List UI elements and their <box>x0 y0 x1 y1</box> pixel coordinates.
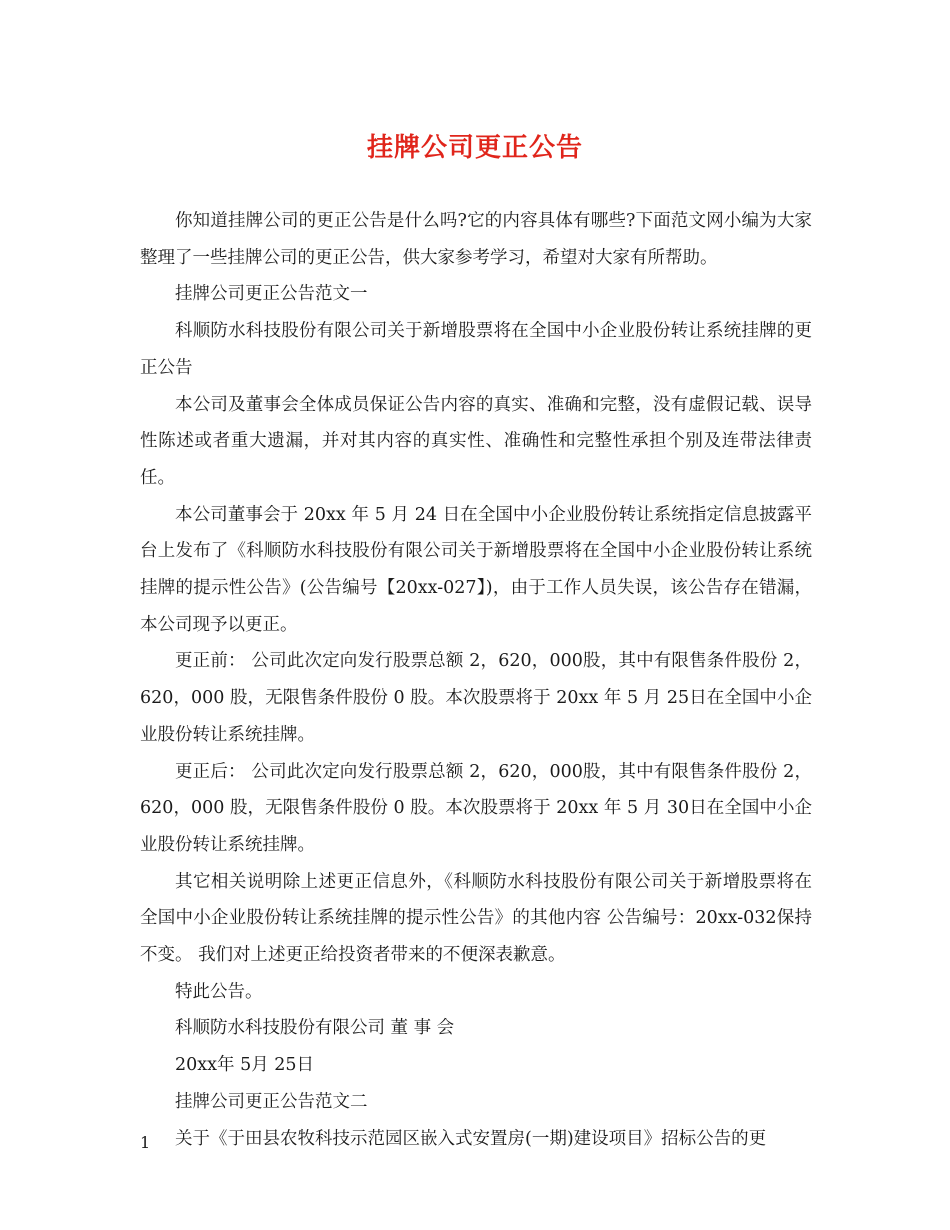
paragraph-sample-one-heading: 挂牌公司更正公告范文一 <box>175 284 368 305</box>
paragraph-after-correction: 更正后： 公司此次定向发行股票总额 2，620，000股，其中有限售条件股份 2，620，000 股，无限售条件股份 0 股。本次股票将于 20xx 年 5 月 30日在全国中小企业股份转让系统挂牌。 <box>140 761 812 855</box>
paragraph-board-guarantee: 本公司及董事会全体成员保证公告内容的真实、准确和完整，没有虚假记载、误导性陈述或者重大遗漏，并对其内容的真实性、准确性和完整性承担个别及连带法律责任。 <box>140 394 812 488</box>
page-number: 1 <box>140 1133 151 1152</box>
paragraph-sample-two-title: 关于《于田县农牧科技示范园区嵌入式安置房(一期)建设项目》招标公告的更 <box>175 1128 767 1149</box>
paragraph-sample-two-heading: 挂牌公司更正公告范文二 <box>175 1091 368 1112</box>
document-title: 挂牌公司更正公告 <box>366 133 583 163</box>
paragraph-hereby-announce: 特此公告。 <box>175 981 263 1002</box>
document-body <box>140 203 812 1157</box>
paragraph-date: 20xx年 5月 25日 <box>175 1055 315 1076</box>
paragraph-signatory: 科顺防水科技股份有限公司 董 事 会 <box>175 1018 455 1039</box>
paragraph-intro: 你知道挂牌公司的更正公告是什么吗?它的内容具体有哪些?下面范文网小编为大家整理了一些挂牌公司的更正公告，供大家参考学习，希望对大家有所帮助。 <box>140 211 812 268</box>
paragraph-publication-error: 本公司董事会于 20xx 年 5 月 24 日在全国中小企业股份转让系统指定信息披露平台上发布了《科顺防水科技股份有限公司关于新增股票将在全国中小企业股份转让系统挂牌的提示性公告》(公告编号【20xx-027】)，由于工作人员失误，该公告存在错漏，本公司现予以更正。 <box>140 504 812 635</box>
paragraph-other-notes: 其它相关说明除上述更正信息外，《科顺防水科技股份有限公司关于新增股票将在全国中小企业股份转让系统挂牌的提示性公告》的其他内容 公告编号：20xx-032保持不变。 我们对上述更正给投资者带来的不便深表歉意。 <box>140 871 812 966</box>
paragraph-notice-title: 科顺防水科技股份有限公司关于新增股票将在全国中小企业股份转让系统挂牌的更正公告 <box>140 321 812 378</box>
paragraph-before-correction: 更正前： 公司此次定向发行股票总额 2，620，000股，其中有限售条件股份 2，620，000 股，无限售条件股份 0 股。本次股票将于 20xx 年 5 月 25日在全国中小企业股份转让系统挂牌。 <box>140 651 812 745</box>
